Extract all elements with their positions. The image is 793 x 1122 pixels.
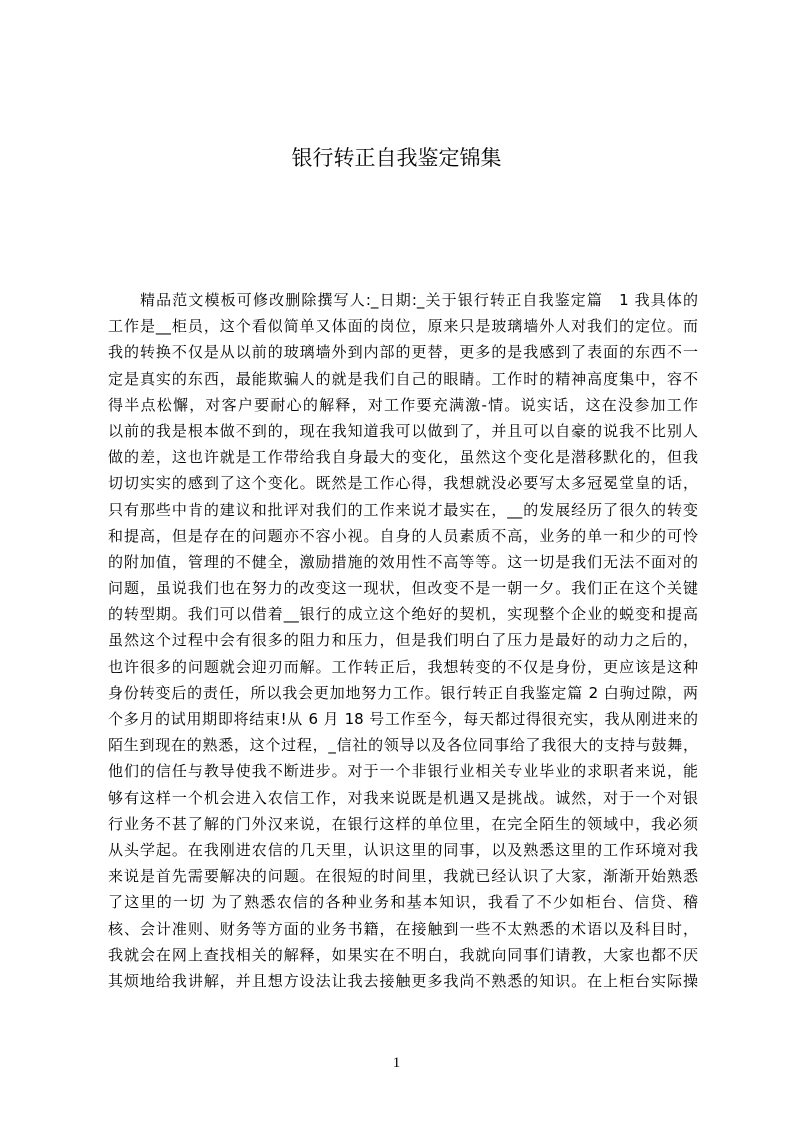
text-line: 工作是__柜员，这个看似简单又体面的岗位，原来只是玻璃墙外人对我们的定位。而 [108,317,698,336]
text-line: 我的转换不仅是从以前的玻璃墙外到内部的更替，更多的是我感到了表面的东西不一 [108,343,698,362]
text-line: 他们的信任与教导使我不断进步。对于一个非银行业相关专业毕业的求职者来说，能 [108,762,698,781]
text-line: 也许很多的问题就会迎刃而解。工作转正后，我想转变的不仅是身份，更应该是这种 [108,657,698,676]
text-line: 以前的我是根本做不到的，现在我知道我可以做到了，并且可以自豪的说我不比别人 [108,421,698,440]
text-line: 来说是首先需要解决的问题。在很短的时间里，我就已经认识了大家，渐渐开始熟悉 [108,867,698,886]
text-line: 只有那些中肯的建议和批评对我们的工作来说才最实在，__的发展经历了很久的转变 [108,500,698,519]
text-line: 做的差，这也许就是工作带给我自身最大的变化，虽然这个变化是潜移默化的，但我 [108,448,698,467]
text-line: 够有这样一个机会进入农信工作，对我来说既是机遇又是挑战。诚然，对于一个对银 [108,788,698,807]
text-line: 切切实实的感到了这个变化。既然是工作心得，我想就没必要写太多冠冕堂皇的话， [108,474,698,493]
text-line: 精品范文模板可修改删除撰写人:_日期:_关于银行转正自我鉴定篇 1 我具体的 [140,291,698,309]
text-line: 得半点松懈，对客户要耐心的解释，对工作要充满激-情。说实话，这在没参加工作 [108,395,698,414]
text-line: 问题，虽说我们也在努力的改变这一现状，但改变不是一朝一夕。我们正在这个关键 [108,579,698,598]
text-line: 陌生到现在的熟悉，这个过程，_信社的领导以及各位同事给了我很大的支持与鼓舞， [108,736,698,755]
text-line: 我就会在网上查找相关的解释，如果实在不明白，我就向同事们请教，大家也都不厌 [108,945,698,964]
text-line: 定是真实的东西，最能欺骗人的就是我们自己的眼睛。工作时的精神高度集中，容不 [108,369,698,388]
text-line: 个多月的试用期即将结束!从 6 月 18 号工作至今，每天都过得很充实，我从刚进来的 [108,710,698,728]
text-line: 虽然这个过程中会有很多的阻力和压力，但是我们明白了压力是最好的动力之后的， [108,631,698,650]
text-line: 的转型期。我们可以借着__银行的成立这个绝好的契机，实现整个企业的蜕变和提高 [108,605,698,624]
text-line: 的附加值，管理的不健全，激励措施的效用性不高等等。这一切是我们无法不面对的 [108,552,698,571]
text-line: 和提高，但是存在的问题亦不容小视。自身的人员素质不高，业务的单一和少的可怜 [108,526,698,545]
page-title: 银行转正自我鉴定锦集 [291,146,502,170]
text-line: 其烦地给我讲解，并且想方设法让我去接触更多我尚不熟悉的知识。在上柜台实际操 [108,971,698,990]
text-line: 核、会计准则、财务等方面的业务书籍，在接触到一些不太熟悉的术语以及科目时， [108,919,698,938]
body-text [108,287,698,994]
text-line: 身份转变后的责任，所以我会更加地努力工作。银行转正自我鉴定篇 2 白驹过隙，两 [108,683,698,702]
text-line: 行业务不甚了解的门外汉来说，在银行这样的单位里，在完全陌生的领域中，我必须 [108,814,698,833]
text-line: 从头学起。在我刚进农信的几天里，认识这里的同事，以及熟悉这里的工作环境对我 [108,840,698,859]
page-number: 1 [392,1055,401,1071]
text-line: 了这里的一切 为了熟悉农信的各种业务和基本知识，我看了不少如柜台、信贷、稽 [108,893,698,912]
